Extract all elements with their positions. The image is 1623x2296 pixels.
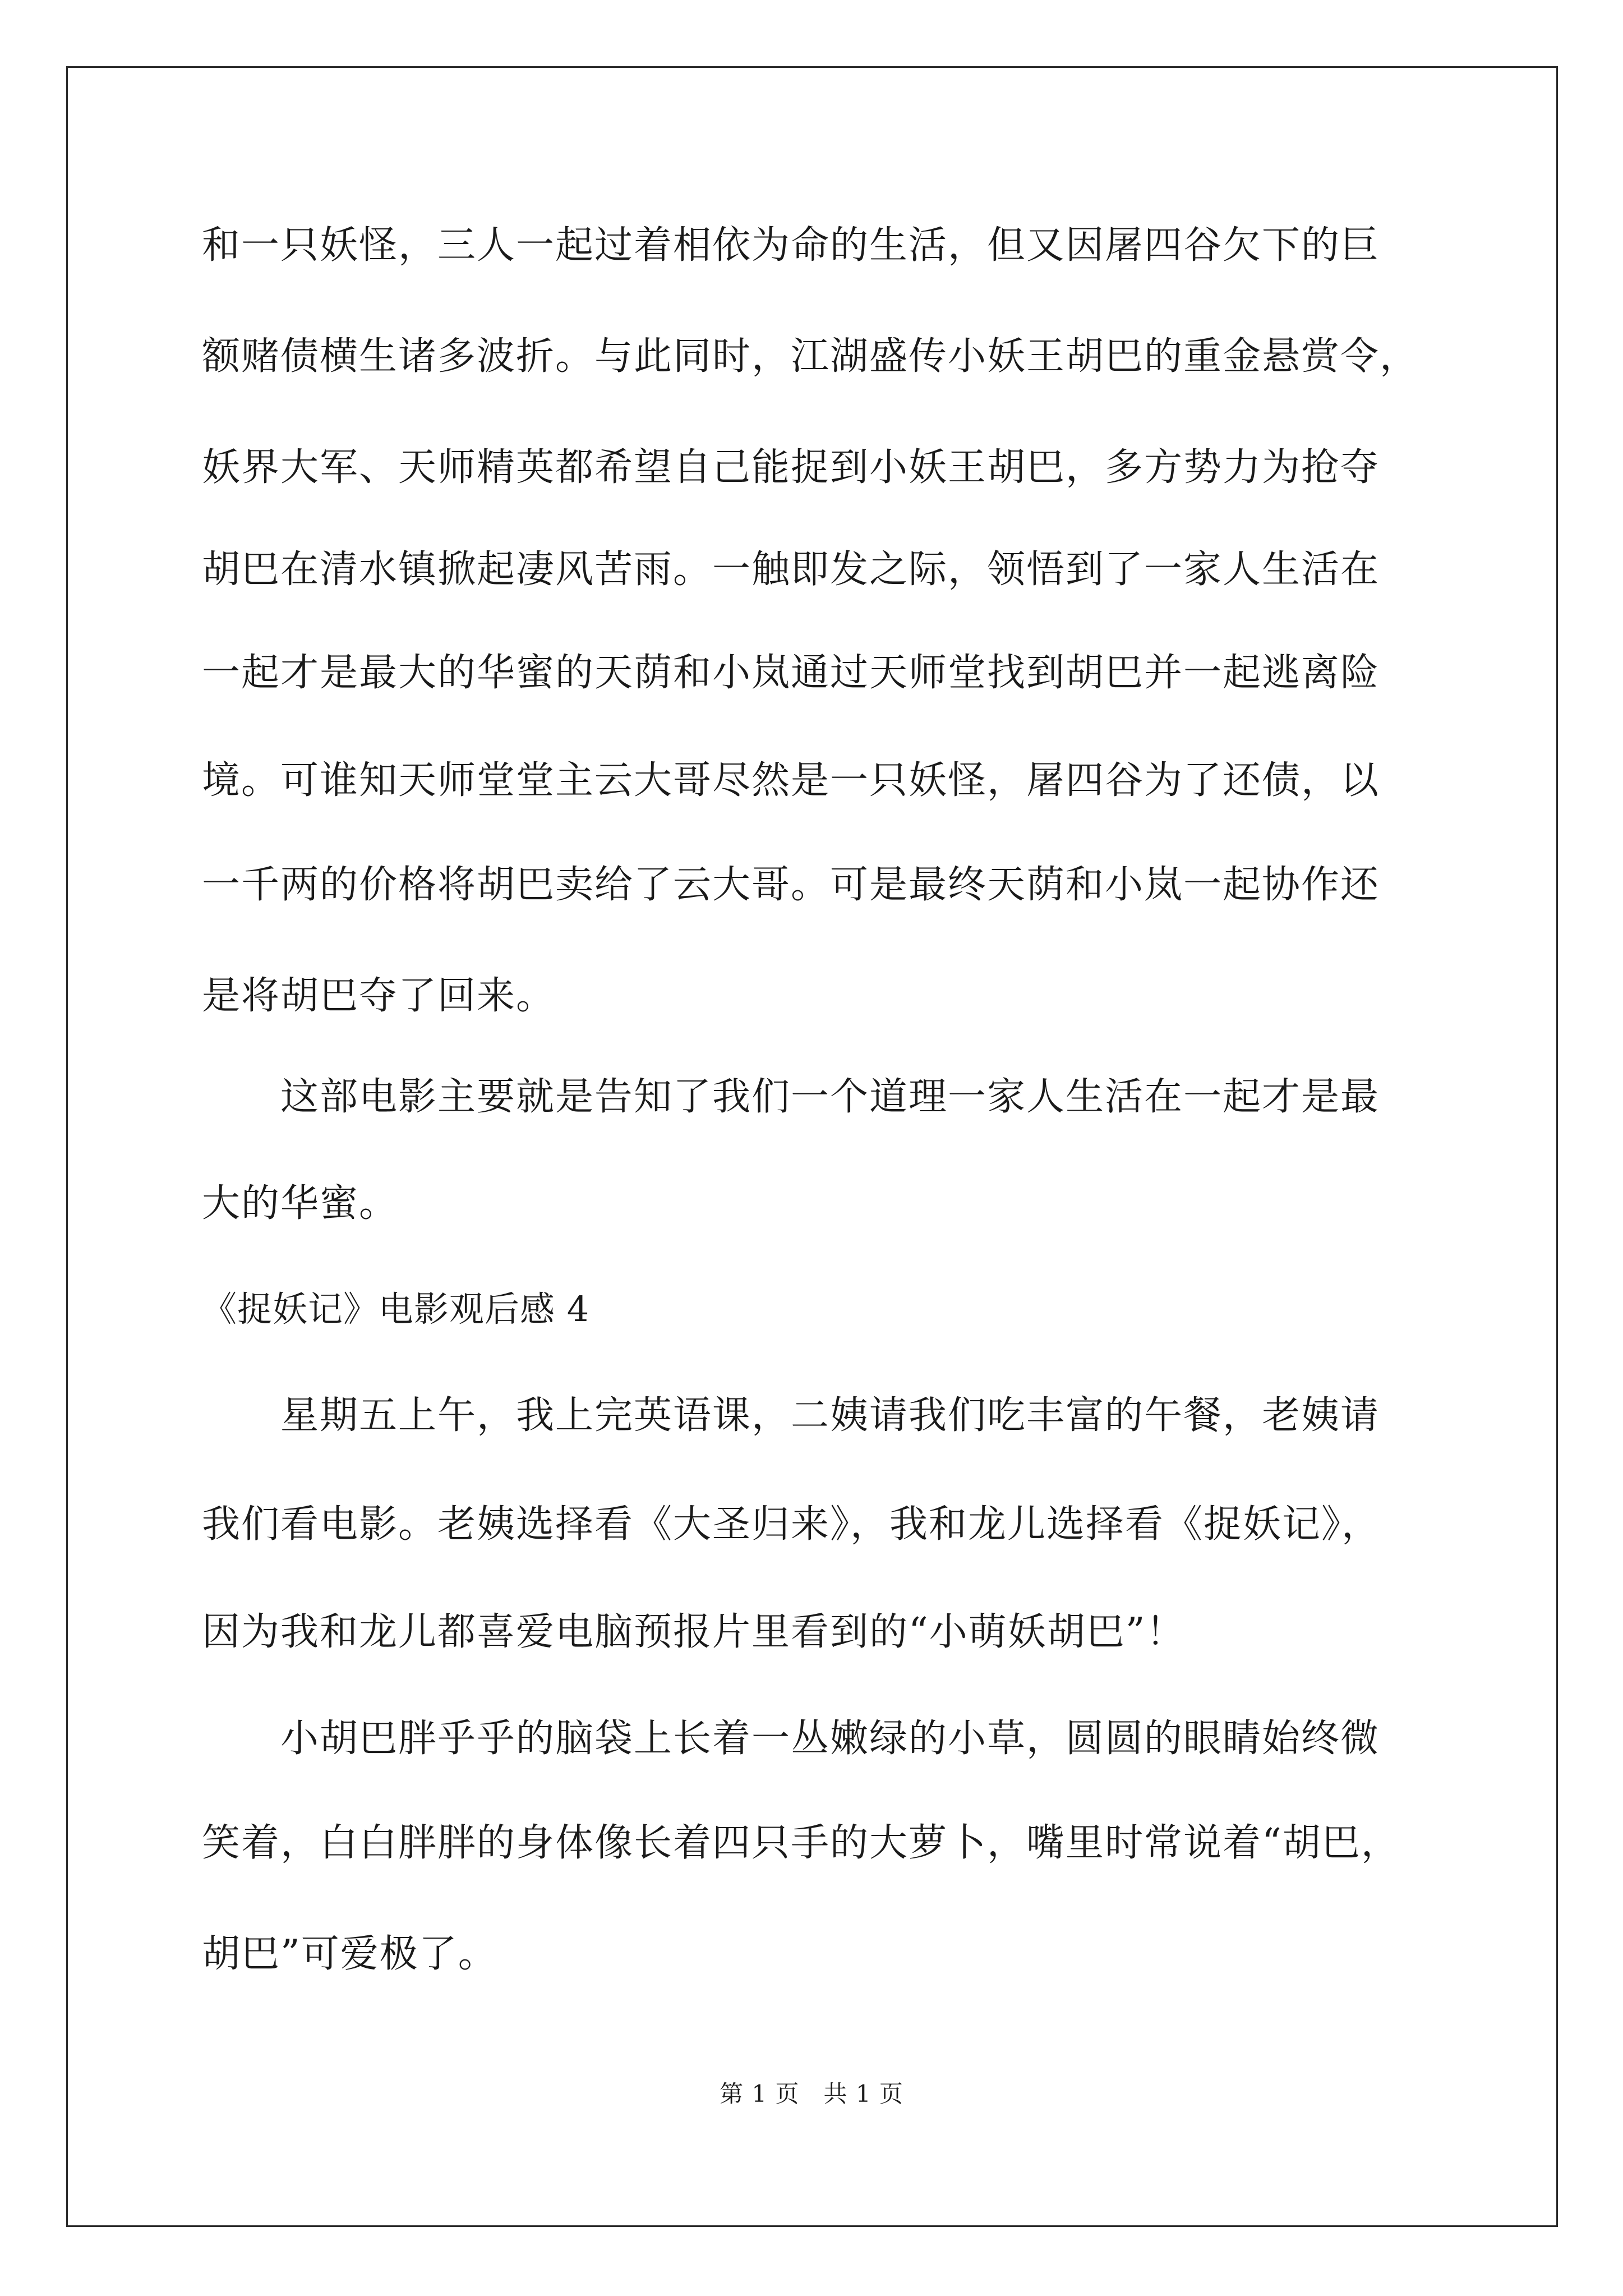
paragraph-line: 小胡巴胖乎乎的脑袋上长着一丛嫩绿的小草，圆圆的眼睛始终微 (280, 1717, 1380, 1761)
paragraph-line: 和一只妖怪，三人一起过着相依为命的生活，但又因屠四谷欠下的巨 (202, 223, 1380, 268)
paragraph-line: 笑着，白白胖胖的身体像长着四只手的大萝卜，嘴里时常说着“胡巴， (202, 1821, 1400, 1865)
section-title: 《捉妖记》电影观后感 4 (202, 1289, 590, 1329)
paragraph-line: 因为我和龙儿都喜爱电脑预报片里看到的“小萌妖胡巴”！ (202, 1610, 1186, 1654)
paragraph-line: 额赌债横生诸多波折。与此同时，江湖盛传小妖王胡巴的重金悬赏令， (202, 334, 1419, 379)
paragraph-line: 一千两的价格将胡巴卖给了云大哥。可是最终天荫和小岚一起协作还 (202, 863, 1380, 907)
paragraph-line: 这部电影主要就是告知了我们一个道理一家人生活在一起才是最 (280, 1075, 1380, 1119)
paragraph-line: 胡巴”可爱极了。 (202, 1932, 497, 1976)
paragraph-line: 是将胡巴夺了回来。 (202, 974, 556, 1018)
paragraph-line: 一起才是最大的华蜜的天荫和小岚通过天师堂找到胡巴并一起逃离险 (202, 651, 1380, 695)
paragraph-line: 胡巴在清水镇掀起凄风苦雨。一触即发之际，领悟到了一家人生活在 (202, 547, 1380, 592)
paragraph-line: 大的华蜜。 (202, 1181, 399, 1226)
paragraph-line: 境。可谁知天师堂堂主云大哥尽然是一只妖怪，屠四谷为了还债，以 (202, 758, 1380, 803)
page-number-footer: 第 1 页 共 1 页 (720, 2080, 903, 2108)
paragraph-line: 妖界大军、天师精英都希望自己能捉到小妖王胡巴，多方势力为抢夺 (202, 445, 1380, 490)
page-border (66, 66, 1558, 2227)
paragraph-line: 星期五上午，我上完英语课，二姨请我们吃丰富的午餐，老姨请 (280, 1393, 1380, 1438)
paragraph-line: 我们看电影。老姨选择看《大圣归来》，我和龙儿选择看《捉妖记》， (202, 1502, 1381, 1547)
